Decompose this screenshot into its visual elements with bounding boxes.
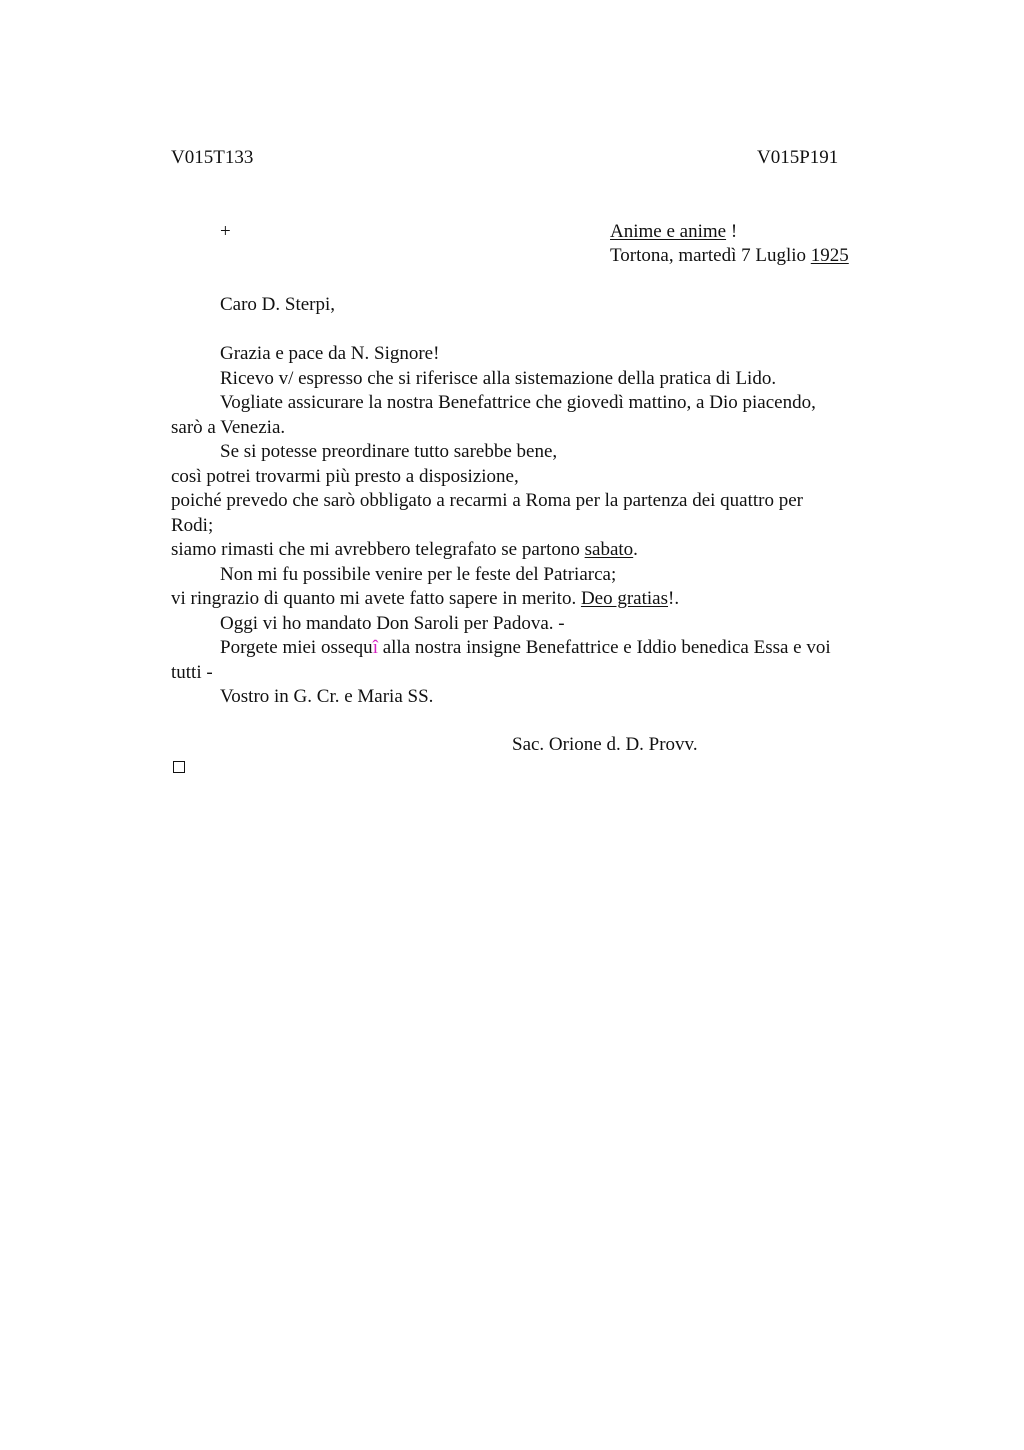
year-text: 1925 (810, 245, 849, 266)
letter-line (171, 538, 891, 563)
document-code-right: V015P191 (757, 147, 839, 168)
motto-text: Anime e anime (610, 221, 727, 242)
letter-line: Se si potesse preordinare tutto sarebbe bene, (220, 441, 558, 462)
letter-line (171, 636, 891, 661)
letter-line: così potrei trovarmi più presto a disposizione, (171, 465, 519, 487)
underlined-phrase: Deo gratias (580, 588, 669, 609)
salutation: Caro D. Sterpi, (220, 294, 336, 315)
letter-line-segment: !. (668, 588, 680, 609)
letter-line: sarò a Venezia. (171, 416, 286, 438)
letter-line-segment: vi ringrazio di quanto mi avete fatto sapere in merito. (171, 588, 581, 609)
document-code-left: V015T133 (171, 147, 254, 168)
letter-line (171, 587, 891, 612)
letter-line-segment: Porgete miei ossequ (220, 637, 373, 658)
letter-line: Oggi vi ho mandato Don Saroli per Padova. - (220, 612, 565, 634)
letter-line: Rodi; (171, 514, 214, 536)
highlighted-character: î (372, 637, 378, 658)
letter-line-segment: . (633, 539, 638, 560)
letter-line: Vogliate assicurare la nostra Benefattrice che giovedì mattino, a Dio piacendo, (220, 392, 816, 413)
motto-line (610, 220, 737, 244)
underlined-word: sabato (584, 539, 634, 560)
motto-exclamation: ! (726, 221, 738, 242)
signature: Sac. Orione d. D. Provv. (512, 734, 698, 755)
letter-line: poiché prevedo che sarò obbligato a recarmi a Roma per la partenza dei quattro per (171, 490, 803, 511)
cross-mark: + (220, 221, 231, 242)
place-date-text: Tortona, martedì 7 Luglio (610, 245, 811, 266)
letter-line-segment: siamo rimasti che mi avrebbero telegrafato se partono (171, 539, 585, 560)
letter-line-segment: alla nostra insigne Benefattrice e Iddio benedica Essa e voi (377, 637, 831, 658)
letter-line: Vostro in G. Cr. e Maria SS. (220, 686, 434, 707)
square-outline-icon (173, 761, 185, 773)
letter-line: Non mi fu possibile venire per le feste del Patriarca; (220, 563, 617, 585)
place-date-line (610, 244, 849, 268)
letter-body (171, 342, 891, 710)
letter-line: tutti - (171, 661, 213, 683)
letter-line: Grazia e pace da N. Signore! (220, 343, 440, 364)
letter-line: Ricevo v/ espresso che si riferisce alla sistemazione della pratica di Lido. (220, 367, 777, 389)
